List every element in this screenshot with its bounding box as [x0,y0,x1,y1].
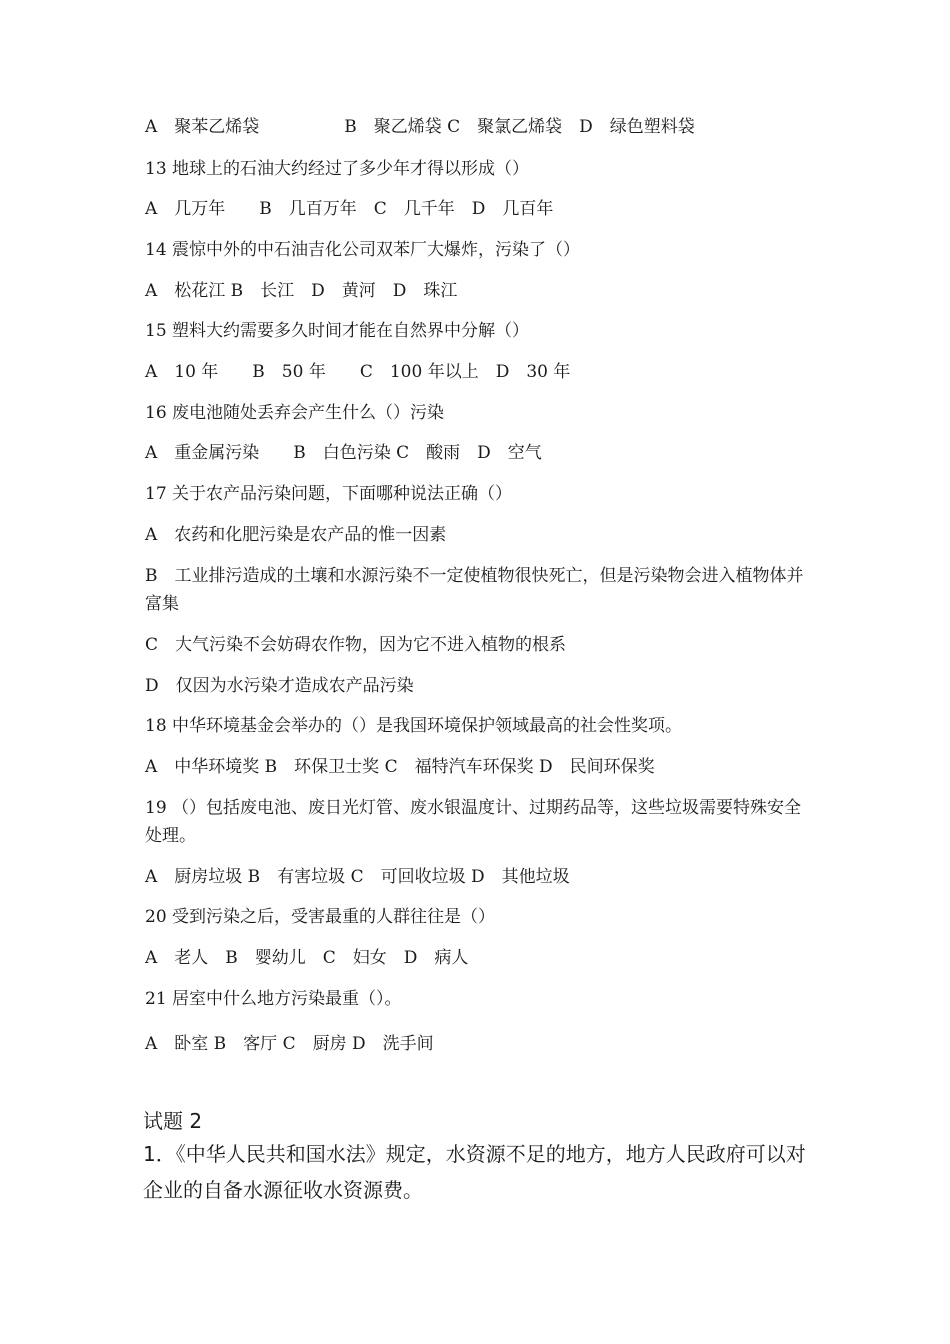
question-13: 13 地球上的石油大约经过了多少年才得以形成（） [145,159,530,179]
question-19: 19 （）包括废电池、废日光灯管、废水银温度计、过期药品等，这些垃圾需要特殊安全处理。 [145,798,802,846]
question-17: 17 关于农产品污染问题，下面哪种说法正确（） [145,484,513,504]
option-line-q20: A 老人 B 婴幼儿 C 妇女 D 病人 [145,948,469,968]
option-line-q16: A 重金属污染 B 白色污染 C 酸雨 D 空气 [145,443,542,463]
question-15: 15 塑料大约需要多久时间才能在自然界中分解（） [145,321,530,341]
option-b-q17: B 工业排污造成的土壤和水源污染不一定使植物很快死亡，但是污染物会进入植物体并富集 [145,566,804,614]
option-a-q17: A 农药和化肥污染是农产品的惟一因素 [145,525,447,545]
question-14: 14 震惊中外的中石油吉化公司双苯厂大爆炸，污染了（） [145,240,581,260]
option-line-q19: A 厨房垃圾 B 有害垃圾 C 可回收垃圾 D 其他垃圾 [145,867,570,887]
section-title: 试题 2 [143,1109,203,1133]
section-item-1: 1．《中华人民共和国水法》规定，水资源不足的地方，地方人民政府可以对企业的自备水源征收水资源费。 [143,1142,806,1202]
option-line-q18: A 中华环境奖 B 环保卫士奖 C 福特汽车环保奖 D 民间环保奖 [145,757,655,777]
question-21: 21 居室中什么地方污染最重（）。 [145,989,402,1009]
option-c-q17: C 大气污染不会妨碍农作物，因为它不进入植物的根系 [145,635,567,655]
option-line-q15: A 10 年 B 50 年 C 100 年以上 D 30 年 [145,362,571,382]
option-line-q13: A 几万年 B 几百万年 C 几千年 D 几百年 [145,199,554,219]
option-line-q14: A 松花江 B 长江 D 黄河 D 珠江 [145,281,458,301]
option-line-q12: A 聚苯乙烯袋 B 聚乙烯袋 C 聚氯乙烯袋 D 绿色塑料袋 [145,117,695,137]
option-d-q17: D 仅因为水污染才造成农产品污染 [145,676,414,696]
question-20: 20 受到污染之后，受害最重的人群往往是（） [145,907,496,927]
option-line-q21: A 卧室 B 客厅 C 厨房 D 洗手间 [145,1034,434,1054]
question-16: 16 废电池随处丢弃会产生什么（）污染 [145,403,445,423]
question-18: 18 中华环境基金会举办的（）是我国环境保护领域最高的社会性奖项。 [145,716,683,736]
